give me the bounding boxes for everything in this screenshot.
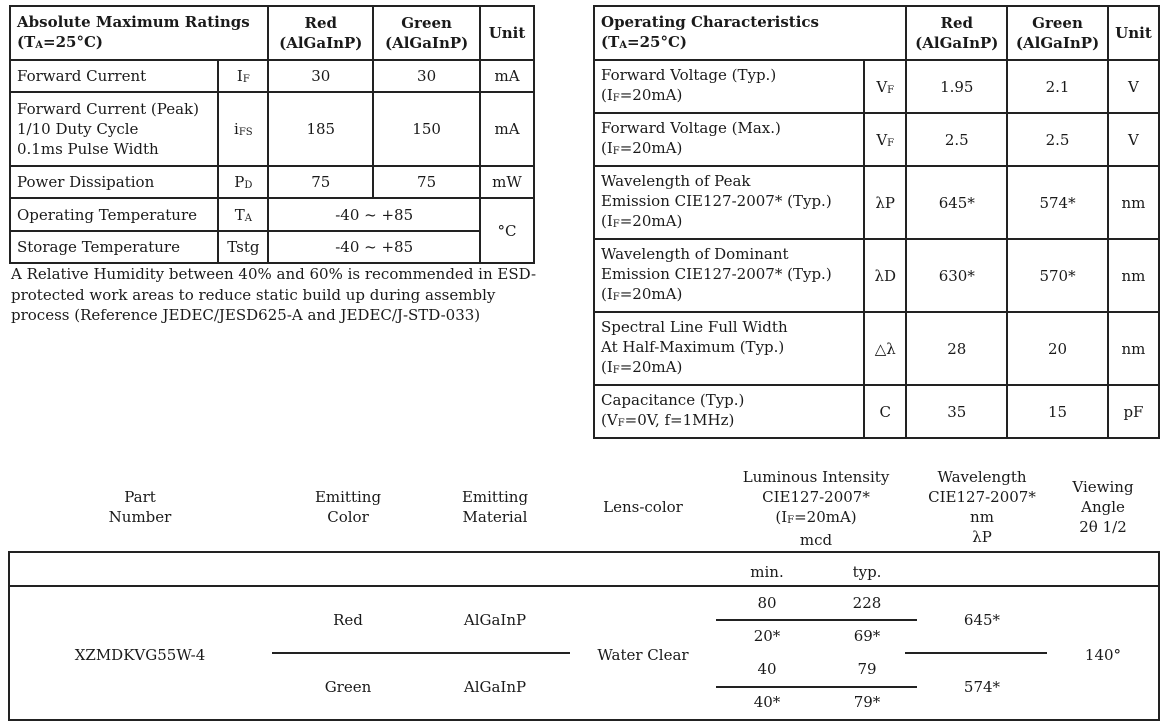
amr-title: Absolute Maximum Ratings $(T_A=25^\circ C)$	[10, 6, 268, 60]
viewing-angle-value: 140°	[1084, 646, 1122, 664]
wavelength-red: 645*	[963, 611, 1001, 629]
divider	[716, 619, 917, 621]
part-number: XZMDKVG55W-4	[74, 646, 206, 664]
table-row: Wavelength of Dominant Emission CIE127-2007* (Typ.) $(I_F=20mA)$ λD 630* 570* nm	[594, 239, 1159, 312]
divider	[8, 551, 10, 721]
emitting-color-green: Green	[324, 678, 372, 696]
lum-min: 40	[757, 660, 777, 678]
header-emitting-color: Emitting Color	[314, 488, 382, 526]
divider	[716, 686, 917, 688]
divider	[272, 652, 570, 654]
oc-col-red: Red (AlGaInP)	[906, 6, 1007, 60]
humidity-note: A Relative Humidity between 40% and 60% is recommended in ESD-protected work areas to reduce static build up during assembly process (Reference JEDEC/JESD625-A and JEDEC/J-STD-033)	[11, 265, 537, 324]
header-viewing-angle: Viewing Angle 2θ 1/2	[1072, 478, 1134, 536]
lum-min: 40*	[753, 693, 781, 711]
amr-col-red: Red (AlGaInP)	[268, 6, 373, 60]
table-row: Storage Temperature Tstg -40 ~ +85	[10, 231, 534, 263]
absolute-max-ratings-table	[9, 5, 535, 264]
table-row: Operating Temperature $T_A$ -40 ~ +85 °C	[10, 198, 534, 231]
wavelength-green: 574*	[963, 678, 1001, 696]
divider	[8, 585, 1160, 587]
amr-col-green: Green (AlGaInP)	[373, 6, 480, 60]
header-part-number: Part Number	[108, 488, 172, 526]
lens-color-value: Water Clear	[597, 646, 689, 664]
header-lens-color: Lens-color	[603, 498, 683, 516]
header-wavelength: Wavelength CIE127-2007* nm λP	[928, 468, 1036, 546]
divider	[905, 652, 1047, 654]
table-row: Capacitance (Typ.) ($V_F=0V$, f=1MHz) C 35 15 pF	[594, 385, 1159, 438]
divider	[1158, 551, 1160, 721]
divider	[8, 719, 1160, 721]
table-row: Forward Voltage (Max.) $(I_F=20mA)$ $V_F$ 2.5 2.5 V	[594, 113, 1159, 166]
emitting-material-red: AlGaInP	[463, 611, 527, 629]
oc-col-green: Green (AlGaInP)	[1007, 6, 1108, 60]
table-row: Spectral Line Full Width At Half-Maximum (Typ.) $(I_F=20mA)$ △λ 28 20 nm	[594, 312, 1159, 385]
oc-col-unit: Unit	[1108, 6, 1159, 60]
lum-min: 80	[757, 594, 777, 612]
table-row: Wavelength of Peak Emission CIE127-2007* (Typ.) $(I_F=20mA)$ λP 645* 574* nm	[594, 166, 1159, 239]
lum-typ: 79	[857, 660, 877, 678]
lum-min: 20*	[753, 627, 781, 645]
subheader-min: min.	[750, 563, 784, 581]
lum-typ: 228	[852, 594, 882, 612]
subheader-typ: typ.	[852, 563, 882, 581]
emitting-color-red: Red	[333, 611, 363, 629]
emitting-material-green: AlGaInP	[463, 678, 527, 696]
table-row: Forward Current $I_F$ 30 30 mA	[10, 60, 534, 92]
header-luminous-intensity: Luminous Intensity CIE127-2007* $(I_F=20mA)$ mcd	[742, 468, 890, 549]
oc-title: Operating Characteristics $(T_A=25^\circ C)$	[594, 6, 906, 60]
operating-characteristics-table	[593, 5, 1160, 439]
amr-col-unit: Unit	[480, 6, 534, 60]
divider	[8, 551, 1160, 553]
lum-typ: 69*	[853, 627, 881, 645]
table-row: Power Dissipation $P_D$ 75 75 mW	[10, 166, 534, 198]
lum-typ: 79*	[853, 693, 881, 711]
header-emitting-material: Emitting Material	[461, 488, 529, 526]
table-row: Forward Voltage (Typ.) $(I_F=20mA)$ $V_F$ 1.95 2.1 V	[594, 60, 1159, 113]
table-row: Forward Current (Peak) 1/10 Duty Cycle 0.1ms Pulse Width $i_{FS}$ 185 150 mA	[10, 92, 534, 166]
